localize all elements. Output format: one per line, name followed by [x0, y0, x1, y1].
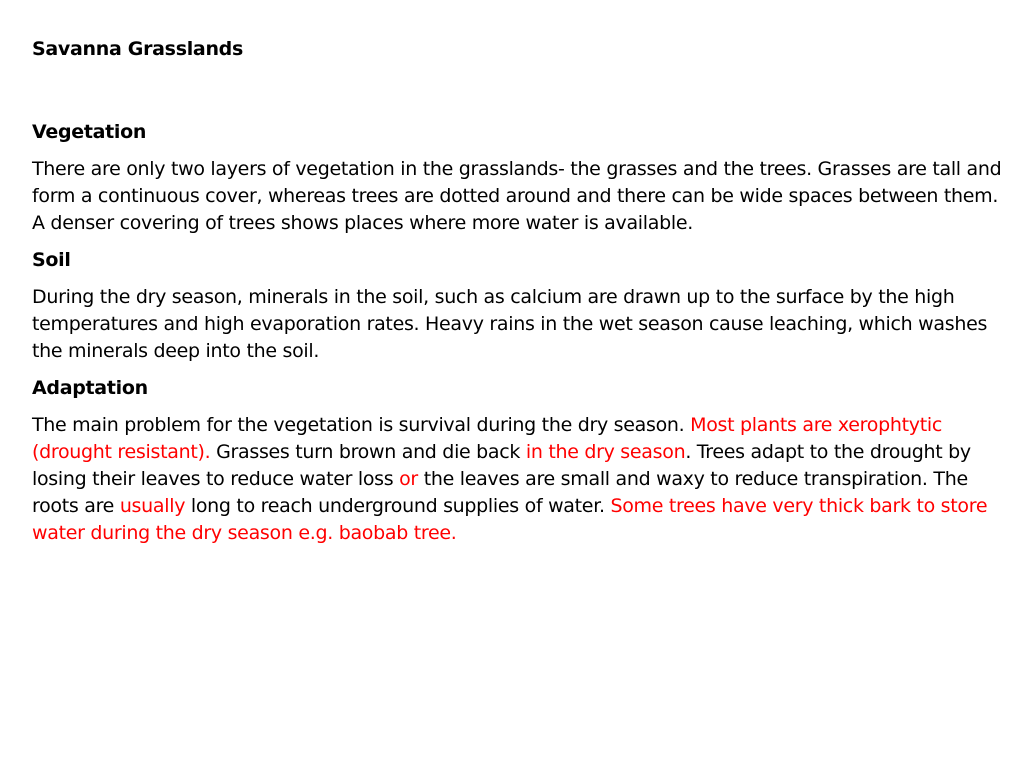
highlighted-text-run: Most plants are xerophtytic (drought resistant).	[32, 414, 942, 463]
text-run: long to reach underground supplies of water.	[185, 495, 611, 517]
text-run: the leaves are small and waxy to reduce transpiration. The roots are	[32, 468, 968, 517]
text-run: The main problem for the vegetation is survival during the dry season.	[32, 414, 691, 436]
paragraph-soil: During the dry season, minerals in the soil, such as calcium are drawn up to the surface by the high temperatures and high evaporation rates. Heavy rains in the wet season cause leaching, which washes the minerals deep into the soil.	[32, 286, 988, 362]
document-title: Savanna Grasslands	[32, 38, 243, 60]
document	[32, 36, 1002, 557]
text-run: Grasses turn brown and die back	[210, 441, 526, 463]
paragraph-vegetation: There are only two layers of vegetation in the grasslands- the grasses and the trees. Grasses are tall and form a continuous cover, whereas trees are dotted around and there can be wide spaces between them. A denser covering of trees shows places where more water is available.	[32, 158, 1002, 234]
highlighted-text-run: in the dry season	[525, 441, 686, 463]
text-run: . Trees adapt to the drought by losing their leaves to reduce water loss	[32, 441, 971, 490]
highlighted-text-run: Some trees have very thick bark to store water during the dry season e.g. baobab tree.	[32, 495, 988, 544]
paragraph-adaptation	[32, 412, 1002, 547]
highlighted-text-run: usually	[119, 495, 186, 517]
heading-soil: Soil	[32, 249, 71, 271]
heading-adaptation: Adaptation	[32, 377, 148, 399]
highlighted-text-run: or	[399, 468, 418, 490]
heading-vegetation: Vegetation	[32, 121, 147, 143]
